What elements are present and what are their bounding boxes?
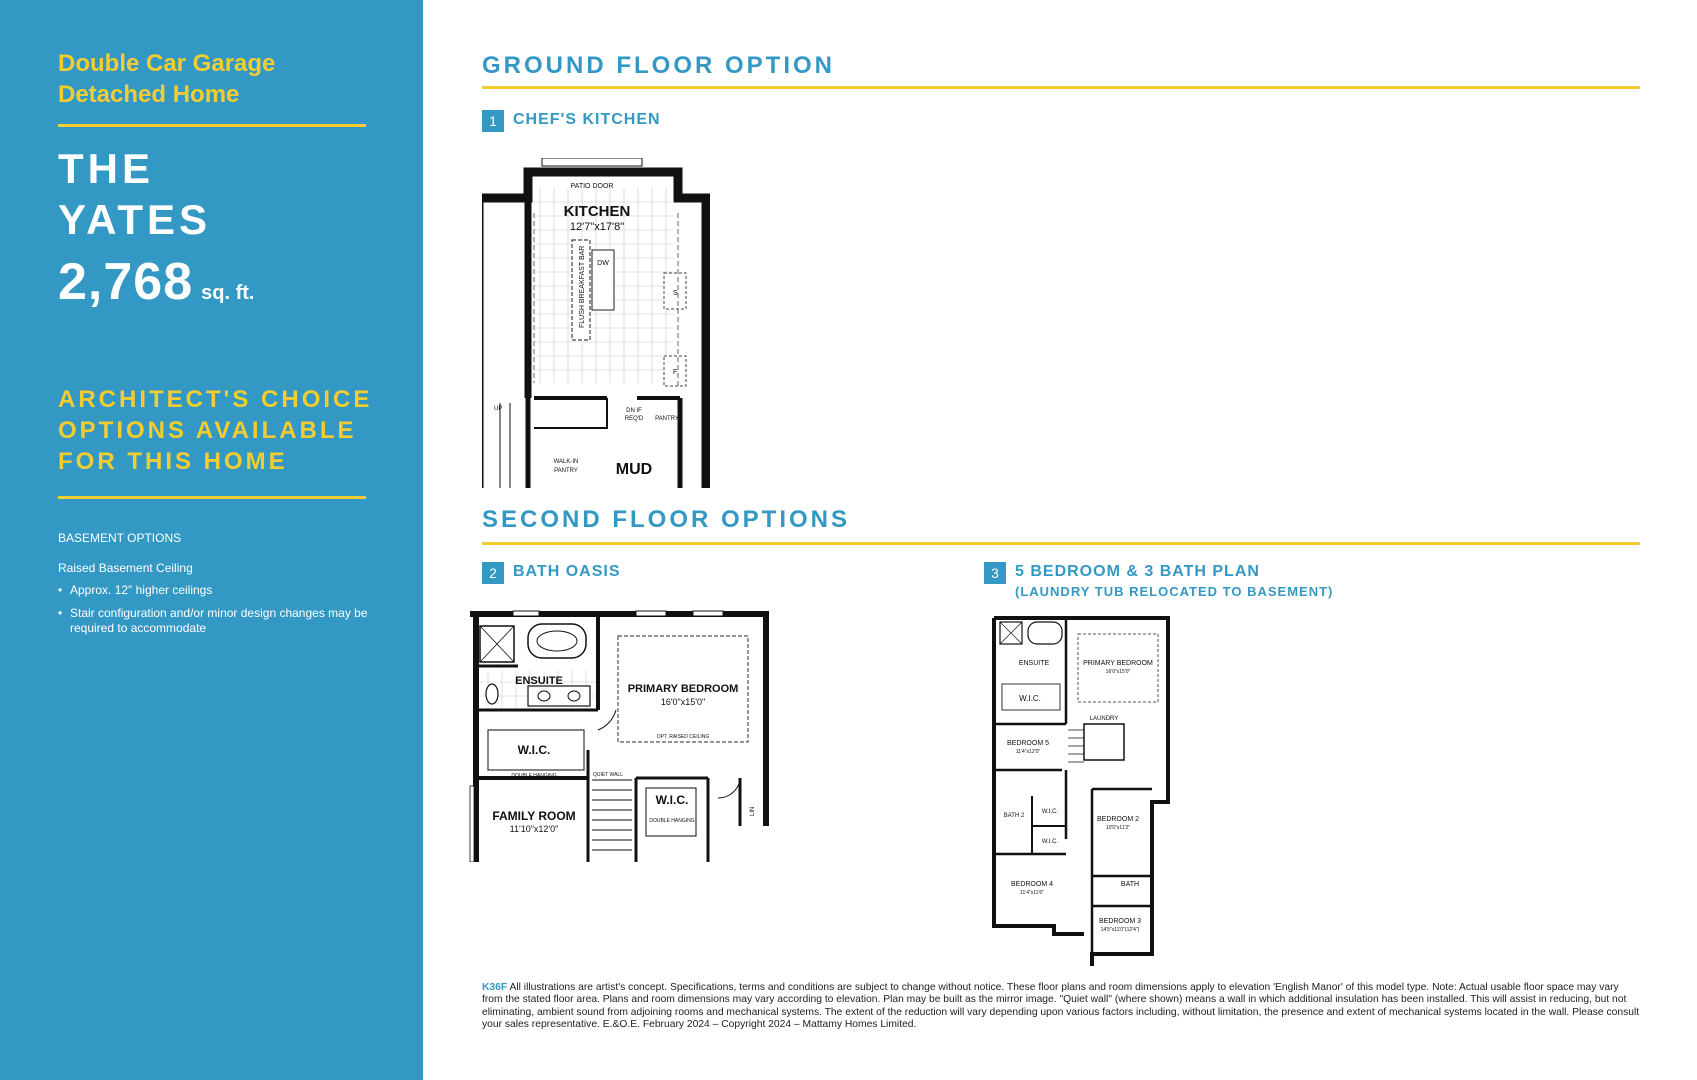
double-hanging-label: DOUBLE HANGING [511,773,557,779]
architect-choice-heading [58,384,372,477]
laundry-room [1084,724,1124,760]
laundry-label: LAUNDRY [1089,716,1119,722]
bedroom-3-dimensions: 14'5"x11'0"(12'4") [1100,927,1140,933]
double-hanging-2-label: DOUBLE HANGING [649,818,695,824]
bullet: • [58,583,63,597]
section-rule [482,542,1640,545]
option-3-label [984,560,1333,600]
bedroom-2-label: BEDROOM 2 [1096,816,1140,823]
toilet-icon [486,684,498,704]
patio-door [542,158,642,166]
sqft-value: 2,768 [58,253,194,311]
divider [58,124,366,127]
ensuite-label: ENSUITE [1018,660,1050,667]
dishwasher-label: DW [597,260,609,267]
wic-b-label: W.I.C. [1041,839,1059,845]
linen-label: LIN [750,806,756,816]
kitchen-dimensions: 12'7"x17'8" [569,221,625,233]
sqft-unit: sq. ft. [201,282,255,304]
breakfast-bar-label: FLUSH BREAKFAST BAR [579,245,586,328]
walk-in-pantry-label: WALK-IN [553,459,579,465]
bedroom-3-label: BEDROOM 3 [1098,918,1142,925]
island-sink [592,250,614,310]
square-footage [58,252,254,312]
home-type-line1: Double Car Garage [58,50,276,77]
bedroom-4-label: BEDROOM 4 [1010,881,1054,888]
model-name-line2: YATES [58,196,212,243]
plan-code: K36F [482,982,508,993]
bedroom-5-label: BEDROOM 5 [1006,740,1050,747]
home-type [58,48,275,110]
disclaimer-text: All illustrations are artist's concept. Specifications, terms and conditions are subject to change without notice. These floor plans and room dimensions apply to elevation 'English Manor' of this model type. Note: Actual usable floor space may vary from the stated floor area. Plans and room dimensions may vary according to elevation. Plan may be built as the mirror image. "Quiet wall" (where shown) means a wall in which additional insulation has been installed. This will assist in reducing, but not eliminating, ambient sound from adjoining rooms and mechanical systems. The extent of the reduction will vary depending upon various factors including, without limitation, the presence and extent of mechanical systems located in the wall. Please consult your sales representative. E.&O.E. February 2024 – Copyright 2024 – Mattamy Homes Limited. [482,982,1640,1031]
tub-icon [1028,622,1062,644]
option-number-badge: 2 [482,562,504,584]
five-bedroom-floor-plan [992,614,1172,966]
basement-options-heading: BASEMENT OPTIONS [58,531,182,545]
section-rule [482,86,1640,89]
sidebar-panel [0,0,423,1080]
bath-2-label: BATH 2 [1003,813,1025,819]
bedroom-5-dimensions: 11'4"x12'0" [1015,749,1041,755]
ensuite-label: ENSUITE [515,675,563,687]
choice-line2: OPTIONS AVAILABLE [58,417,357,444]
kitchen-label: KITCHEN [563,203,631,220]
sink-label: S [673,290,678,297]
list-item [58,606,368,636]
double-vanity [528,686,590,706]
stairs-down-note: REQ'D [624,416,644,422]
family-room-dimensions: 11'10"x12'0" [509,824,559,834]
bedroom-2-dimensions: 10'0"x11'2" [1105,825,1131,831]
choice-line3: FOR THIS HOME [58,448,288,475]
wic-a-label: W.I.C. [1041,809,1059,815]
basement-option-list [58,583,368,644]
wic-2-label: W.I.C. [655,793,689,807]
stairs-up-label: UP [494,406,503,412]
raised-ceiling-label: OPT. RAISED CEILING [656,734,710,740]
bullet: • [58,606,63,620]
primary-bedroom-label: PRIMARY BEDROOM [1083,660,1153,667]
model-name-line1: THE [58,145,154,192]
primary-bedroom-dimensions: 16'0"x15'0" [660,697,706,707]
option-title: CHEF'S KITCHEN [513,111,661,128]
model-name [58,143,211,245]
pantry-label: PANTRY [655,416,679,422]
option-number-badge: 1 [482,110,504,132]
list-item-text: Approx. 12" higher ceilings [70,583,213,597]
bedroom-4-dimensions: 11'4"x11'6" [1020,890,1044,896]
fridge-label: F [673,369,678,376]
primary-bedroom-dimensions: 16'0"x15'0" [1105,669,1131,675]
stairs-down-label: DN IF [626,408,642,414]
choice-line1: ARCHITECT'S CHOICE [58,386,373,413]
chefs-kitchen-floor-plan [482,158,710,488]
walk-in-pantry-label-2: PANTRY [554,468,578,474]
option-1-label [482,108,661,132]
option-subtitle: (LAUNDRY TUB RELOCATED TO BASEMENT) [1015,584,1334,599]
family-room-label: FAMILY ROOM [492,809,576,823]
legal-disclaimer [482,982,1640,1032]
wic-label: W.I.C. [1019,694,1041,703]
home-type-line2: Detached Home [58,81,240,108]
option-title: BATH OASIS [513,563,621,580]
mud-room-label: MUD [615,461,653,478]
option-number-badge: 3 [984,562,1006,584]
list-item [58,583,368,598]
second-floor-title: SECOND FLOOR OPTIONS [482,506,851,533]
patio-door-label: PATIO DOOR [570,183,614,190]
quiet-wall-label: QUIET WALL [592,772,624,778]
bath-label: BATH [1120,881,1140,888]
wic-label: W.I.C. [517,743,551,757]
basement-option-title: Raised Basement Ceiling [58,561,193,575]
option-title: 5 BEDROOM & 3 BATH PLAN [1015,563,1260,580]
list-item-text: Stair configuration and/or minor design changes may be required to accommodate [70,606,368,635]
bath-oasis-floor-plan [468,610,770,862]
option-2-label [482,560,620,584]
primary-bedroom-label: PRIMARY BEDROOM [627,683,739,695]
ground-floor-title: GROUND FLOOR OPTION [482,52,835,79]
divider [58,496,366,499]
